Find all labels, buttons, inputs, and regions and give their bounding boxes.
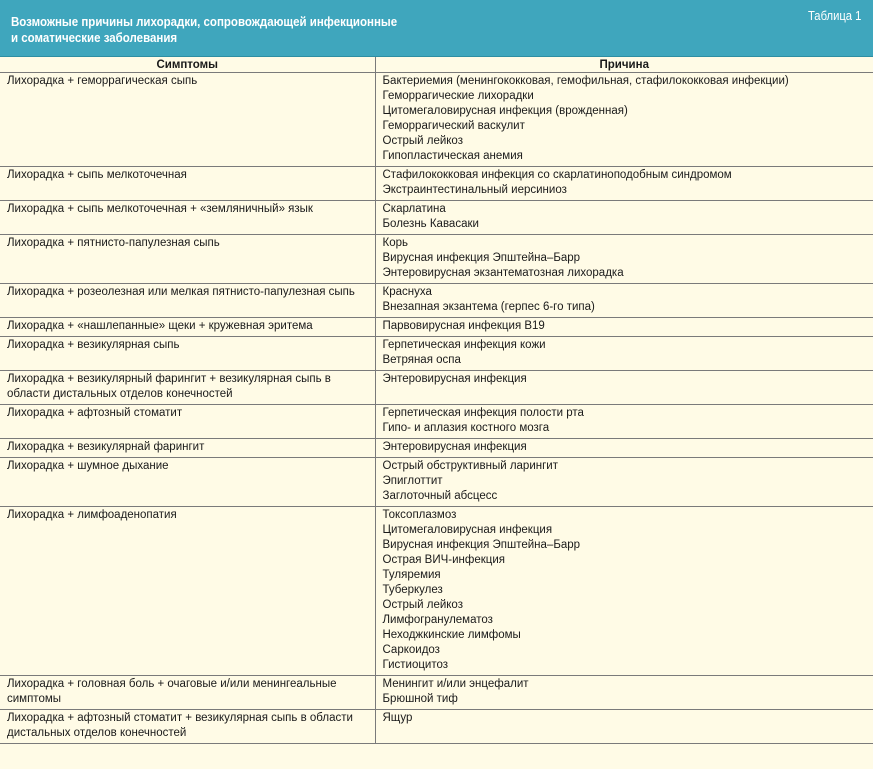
cause-item: Менингит и/или энцефалит [382,678,529,690]
table-row [0,318,873,337]
symptom-cell: Лихорадка + сыпь мелкоточечная [0,167,375,201]
cause-cell [375,676,873,710]
symptom-cell: Лихорадка + розеолезная или мелкая пятнисто-папулезная сыпь [0,284,375,318]
table-row [0,284,873,318]
table-row [0,167,873,201]
table-row [0,507,873,676]
cause-item: Парвовирусная инфекция В19 [382,320,545,332]
cause-cell [375,318,873,337]
cause-item: Ветряная оспа [382,354,461,366]
cause-item: Геморрагические лихорадки [382,90,534,102]
cause-cell [375,507,873,676]
cause-cell [375,167,873,201]
cause-item: Туберкулез [382,584,443,596]
cause-item: Ящур [382,712,413,724]
cause-item: Неходжкинские лимфомы [382,629,521,641]
cause-item: Токсоплазмоз [382,509,457,521]
cause-cell [375,73,873,167]
cause-item: Энтеровирусная экзантематозная лихорадка [382,267,624,279]
symptom-cell: Лихорадка + геморрагическая сыпь [0,73,375,167]
cause-item: Болезнь Кавасаки [382,218,479,230]
table-title-line-1: Возможные причины лихорадки, сопровождающей инфекционные [11,15,398,29]
cause-item: Скарлатина [382,203,446,215]
cause-cell [375,337,873,371]
cause-item: Гистиоцитоз [382,659,449,671]
cause-item: Туляремия [382,569,441,581]
table-row [0,235,873,284]
symptom-cell: Лихорадка + пятнисто-папулезная сыпь [0,235,375,284]
table-body [0,73,873,744]
symptom-cell: Лихорадка + сыпь мелкоточечная + «земляничный» язык [0,201,375,235]
cause-item: Острая ВИЧ-инфекция [382,554,506,566]
cause-cell [375,235,873,284]
table-row [0,371,873,405]
table-row [0,439,873,458]
cause-cell [375,458,873,507]
table-title-line-2: и соматические заболевания [11,31,178,45]
cause-item: Саркоидоз [382,644,440,656]
cause-item: Энтеровирусная инфекция [382,441,527,453]
table-row [0,73,873,167]
cause-item: Острый лейкоз [382,135,463,147]
cause-item: Энтеровирусная инфекция [382,373,527,385]
symptom-cell: Лихорадка + лимфоаденопатия [0,507,375,676]
cause-cell [375,371,873,405]
cause-item: Эпиглоттит [382,475,443,487]
column-header-symptoms: Симптомы [0,57,375,73]
symptom-cell: Лихорадка + афтозный стоматит + везикулярная сыпь в области дистальных отделов конечностей [0,710,375,744]
cause-item: Краснуха [382,286,432,298]
table-row [0,405,873,439]
table-title [11,14,804,46]
cause-item: Бактериемия (менингококковая, гемофильная, стафилококковая инфекции) [382,75,789,87]
symptom-cell: Лихорадка + везикулярнай фарингит [0,439,375,458]
table-row [0,201,873,235]
symptom-cell: Лихорадка + везикулярный фарингит + везикулярная сыпь в области дистальных отделов конечностей [0,371,375,405]
column-header-row [0,57,873,73]
cause-item: Стафилококковая инфекция со скарлатиноподобным синдромом [382,169,732,181]
symptom-cell: Лихорадка + афтозный стоматит [0,405,375,439]
table-row [0,337,873,371]
cause-item: Острый обструктивный ларингит [382,460,558,472]
cause-item: Вирусная инфекция Эпштейна–Барр [382,539,581,551]
cause-cell [375,710,873,744]
cause-item: Острый лейкоз [382,599,463,611]
symptom-cell: Лихорадка + «нашлепанные» щеки + кружевная эритема [0,318,375,337]
cause-item: Внезапная экзантема (герпес 6-го типа) [382,301,595,313]
table-row [0,676,873,710]
symptom-cell: Лихорадка + головная боль + очаговые и/или менингеальные симптомы [0,676,375,710]
column-header-cause: Причина [375,57,873,73]
cause-item: Вирусная инфекция Эпштейна–Барр [382,252,581,264]
table-row [0,458,873,507]
symptom-cell: Лихорадка + везикулярная сыпь [0,337,375,371]
table-number-label: Таблица 1 [807,9,861,23]
cause-cell [375,201,873,235]
cause-item: Герпетическая инфекция кожи [382,339,546,351]
cause-item: Гипопластическая анемия [382,150,523,162]
cause-item: Цитомегаловирусная инфекция [382,524,553,536]
cause-item: Брюшной тиф [382,693,458,705]
cause-item: Лимфогранулематоз [382,614,493,626]
cause-item: Заглоточный абсцесс [382,490,498,502]
cause-item: Цитомегаловирусная инфекция (врожденная) [382,105,628,117]
cause-item: Герпетическая инфекция полости рта [382,407,584,419]
cause-cell [375,284,873,318]
cause-cell [375,405,873,439]
table-row [0,710,873,744]
symptom-cell: Лихорадка + шумное дыхание [0,458,375,507]
cause-item: Геморрагический васкулит [382,120,525,132]
cause-item: Корь [382,237,408,249]
cause-item: Гипо- и аплазия костного мозга [382,422,550,434]
cause-item: Экстраинтестинальный иерсиниоз [382,184,567,196]
table-header-bar [0,0,873,57]
causes-table [0,57,873,744]
cause-cell [375,439,873,458]
